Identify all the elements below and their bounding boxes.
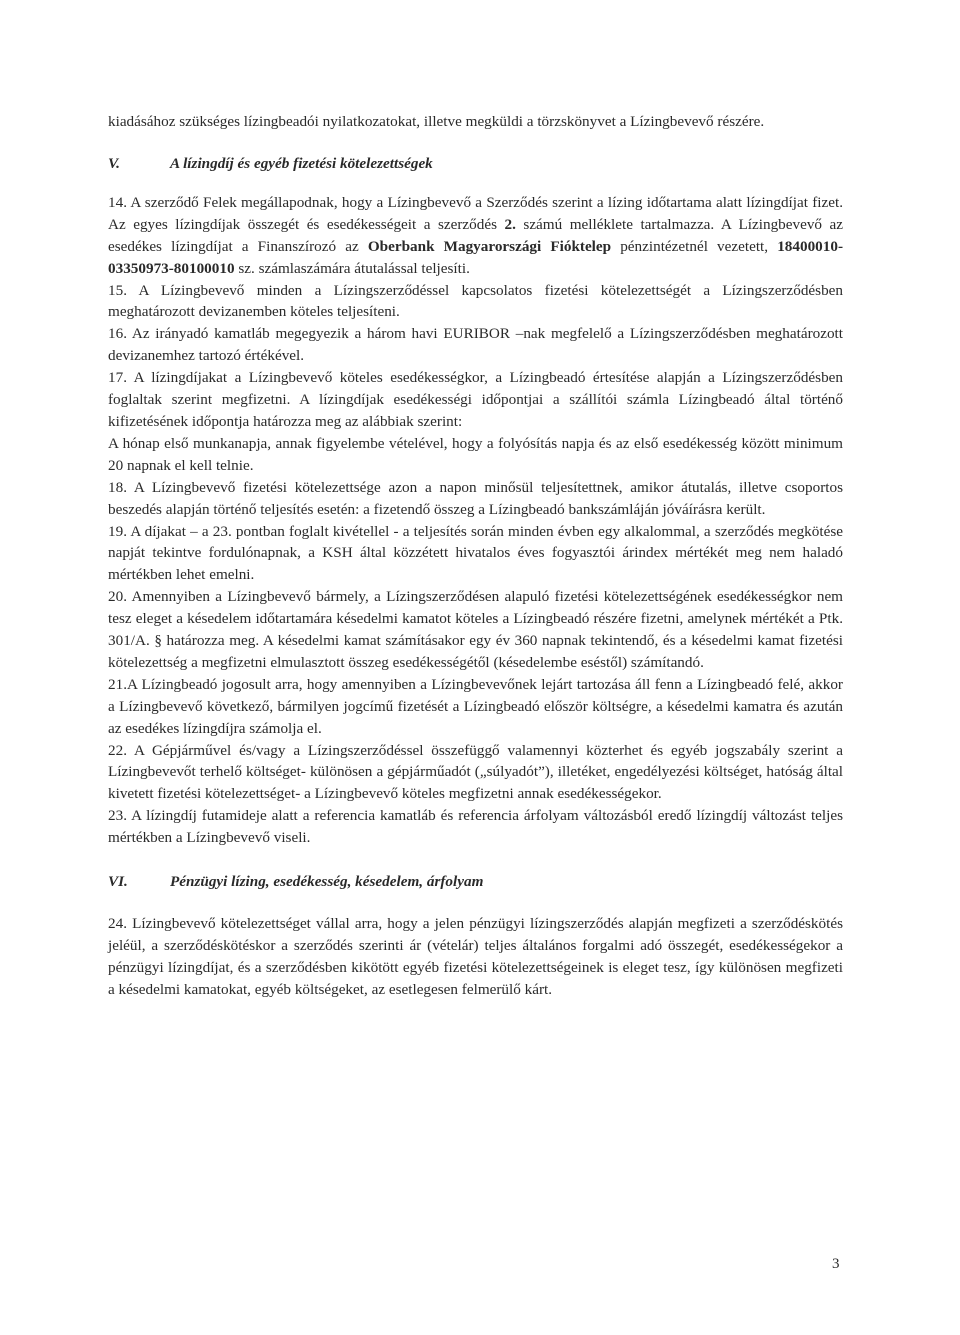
account-number: 18400010-03350973-80100010 bbox=[108, 237, 843, 277]
section-number: VI. bbox=[108, 873, 128, 891]
paragraph-24: 24. Lízingbevevő kötelezettséget vállal arra, hogy a jelen pénzügyi lízingszerződés alapján megfizeti a szerződéskötés jeléül, a szerződéskötéskor a szerződés szerinti ár (vételár) teljes általános forgalmi adó összegét, esedékességekor a pénzügyi lízingdíjat, és a szerződésben kikötött egyéb fizetési kötelezettségeinek is eleget tesz, így különösen megfizeti a késedelmi kamatokat, egyéb költségeket, az esetlegesen felmerülő kárt. bbox=[108, 915, 843, 998]
paragraph-text: 14. A szerződő Felek megállapodnak, hogy a Lízingbevevő a Szerződés szerint a lízing időtartama alatt lízingdíjat fizet. Az egyes lízingdíjak összegét és esedékességeit a szerződés bbox=[108, 193, 843, 233]
paragraph-20: 20. Amennyiben a Lízingbevevő bármely, a Lízingszerződésen alapuló fizetési kötelezettségének esedékességkor nem tesz eleget a késedelem időtartamára késedelmi kamatot köteles a Lízingbeadó részére fizetni, amelynek mértékét a Ptk. 301/A. § határozza meg. A késedelmi kamat számításakor egy év 360 napnak tekintendő, és a késedelmi kamat fizetési kötelezettség a megfizetni elmulasztott összeg esedékességétől (késedelembe eséstől) számítandó. bbox=[108, 588, 843, 671]
paragraph-15: 15. A Lízingbevevő minden a Lízingszerződéssel kapcsolatos fizetési kötelezettségét a Lízingszerződésben meghatározott devizanemben köteles teljesíteni. bbox=[108, 281, 843, 321]
paragraph-14 bbox=[108, 192, 843, 280]
paragraph-22: 22. A Gépjárművel és/vagy a Lízingszerződéssel összefüggő valamennyi közterhet és egyéb jogszabály szerint a Lízingbevevőt terhelő költséget- különösen a gépjárműadót („súlyadót”), illetéket, engedélyezési költséget, hatóság által kivetett fizetési kötelezettséget- a Lízingbevevő köteles megfizetni annak esedékességekor. bbox=[108, 741, 843, 803]
paragraph-text: számú melléklete tartalmazza. A Lízingbevevő az esedékes lízingdíjat a Finanszírozó az bbox=[108, 215, 843, 255]
paragraph-text: pénzintézetnél vezetett, bbox=[611, 237, 778, 255]
paragraph-16: 16. Az irányadó kamatláb megegyezik a három havi EURIBOR –nak megfelelő a Lízingszerződésben meghatározott devizanemhez tartozó értékével. bbox=[108, 325, 843, 365]
section-number: V. bbox=[108, 154, 120, 172]
intro-paragraph: kiadásához szükséges lízingbeadói nyilatkozatokat, illetve megküldi a törzskönyvet a Lízingbevevő részére. bbox=[108, 113, 765, 130]
paragraph-21: 21.A Lízingbeadó jogosult arra, hogy amennyiben a Lízingbevevőnek lejárt tartozása áll fenn a Lízingbeadó felé, akkor a Lízingbevevő következő, bármilyen jogcímű fizetését a Lízingbeadó először költségre, a késedelmi kamatra és azután az esedékes lízingdíjra számolja el. bbox=[108, 675, 843, 737]
bank-name: Oberbank Magyarországi Fióktelep bbox=[367, 237, 612, 255]
paragraph-18: 18. A Lízingbevevő fizetési kötelezettsége azon a napon minősül teljesítettnek, amikor átutalás, illetve csoportos beszedés alapján történő teljesítés esetén: a fizetendő összeg a Lízingbeadó bankszámláján jóváírásra került. bbox=[108, 478, 843, 518]
paragraph-23: 23. A lízingdíj futamideje alatt a referencia kamatláb és referencia árfolyam változásból eredő lízingdíj változást teljes mértékben a Lízingbevevő viseli. bbox=[108, 807, 843, 847]
section-heading-vi bbox=[108, 871, 843, 893]
page-number: 3 bbox=[832, 1256, 840, 1272]
section-title: Pénzügyi lízing, esedékesség, késedelem, árfolyam bbox=[170, 873, 484, 891]
section-title: A lízingdíj és egyéb fizetési kötelezettségek bbox=[170, 154, 433, 172]
paragraph-text: sz. számlaszámára átutalással teljesíti. bbox=[234, 259, 470, 277]
paragraph-17-continuation: A hónap első munkanapja, annak figyelembe vételével, hogy a folyósítás napja és az első esedékesség között minimum 20 napnak el kell telnie. bbox=[108, 434, 843, 474]
page-body bbox=[108, 111, 843, 1001]
paragraph-17: 17. A lízingdíjakat a Lízingbevevő köteles esedékességkor, a Lízingbeadó értesítése alapján a Lízingszerződésben foglaltak szerint megfizetni. A lízingdíjak esedékességi időpontjai a szállítói számla Lízingbeadó által történő kifizetésének időpontja határozza meg az alábbiak szerint: bbox=[108, 369, 843, 430]
annex-number: 2. bbox=[504, 215, 516, 233]
paragraph-19: 19. A díjakat – a 23. pontban foglalt kivétellel - a teljesítés során minden évben egy alkalommal, a szerződés megkötése napját tekintve fordulónapnak, a KSH által közzétett hivatalos éves fogyasztói árindex mértékét meg nem haladó mértékben lehet emelni. bbox=[108, 522, 843, 584]
section-heading-v bbox=[108, 153, 843, 175]
